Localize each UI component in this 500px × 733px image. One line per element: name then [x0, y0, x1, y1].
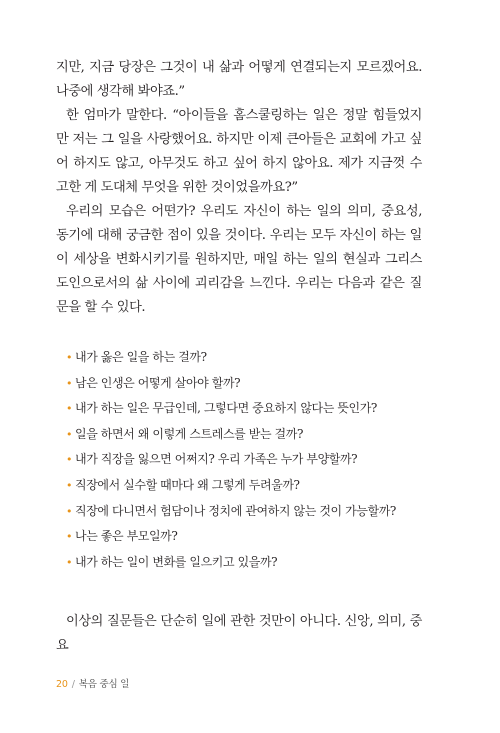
question-list	[66, 345, 426, 575]
question-text: 내가 직장을 잃으면 어쩌지? 우리 가족은 누가 부양할까?	[75, 452, 358, 467]
bullet-icon: •	[66, 427, 73, 441]
bullet-icon: •	[66, 351, 73, 364]
question-item	[66, 396, 426, 422]
bullet-icon: •	[66, 530, 73, 544]
bullet-icon: •	[66, 402, 73, 416]
bullet-icon: •	[66, 504, 73, 518]
question-item	[66, 371, 426, 397]
paragraph-continuation: 지만, 지금 당장은 그것이 내 삶과 어떻게 연결되는지 모르겠어요. 나중에 생각해 봐야죠.”	[56, 60, 422, 99]
question-text: 일을 하면서 왜 이렇게 스트레스를 받는 걸까?	[75, 426, 303, 441]
bullet-icon: •	[66, 453, 73, 467]
question-text: 남은 인생은 어떻게 살아야 할까?	[75, 375, 241, 390]
question-text: 내가 하는 일이 변화를 일으키고 있을까?	[75, 554, 278, 569]
question-text: 직장에 다니면서 험담이나 정치에 관여하지 않는 것이 가능할까?	[75, 503, 396, 518]
paragraph-closing: 이상의 질문들은 단순히 일에 관한 것만이 아니다. 신앙, 의미, 중요	[56, 614, 422, 653]
bullet-icon: •	[66, 555, 73, 569]
question-text: 나는 좋은 부모일까?	[75, 529, 178, 544]
bullet-icon: •	[66, 478, 73, 492]
question-item	[66, 422, 426, 448]
bullet-icon: •	[66, 376, 73, 390]
question-item	[66, 550, 426, 576]
paragraph-mother-quote: 한 엄마가 말한다. “아이들을 홈스쿨링하는 일은 정말 힘들었지만 저는 그 일을 사랑했어요. 하지만 이제 큰아들은 교회에 가고 싶어 하지도 않고, 아무것도 하고 싶어 하지 않아요. 제가 지금껏 수고한 게 도대체 무엇을 위한 것이었을까요?”	[56, 108, 422, 195]
question-item	[66, 499, 426, 525]
book-title: 복음 중심 일	[78, 679, 130, 690]
question-text: 내가 하는 일은 무급인데, 그렇다면 중요하지 않다는 뜻인가?	[75, 401, 377, 416]
question-item	[66, 473, 426, 499]
question-item	[66, 447, 426, 473]
question-item	[66, 524, 426, 550]
question-text: 내가 옳은 일을 하는 걸까?	[75, 350, 207, 364]
page-footer	[56, 676, 129, 690]
question-text: 직장에서 실수할 때마다 왜 그렇게 두려울까?	[75, 477, 300, 492]
page-number: 20	[56, 679, 68, 690]
paragraph-our-situation: 우리의 모습은 어떤가? 우리도 자신이 하는 일의 의미, 중요성, 동기에 대해 궁금한 점이 있을 것이다. 우리는 모두 자신이 하는 일이 세상을 변화시키기를 원하지만, 매일 하는 일의 현실과 그리스도인으로서의 삶 사이에 괴리감을 느낀다. 우리는 다음과 같은 질문을 할 수 있다.	[56, 204, 422, 315]
footer-separator: /	[71, 679, 75, 690]
question-item	[66, 345, 426, 371]
